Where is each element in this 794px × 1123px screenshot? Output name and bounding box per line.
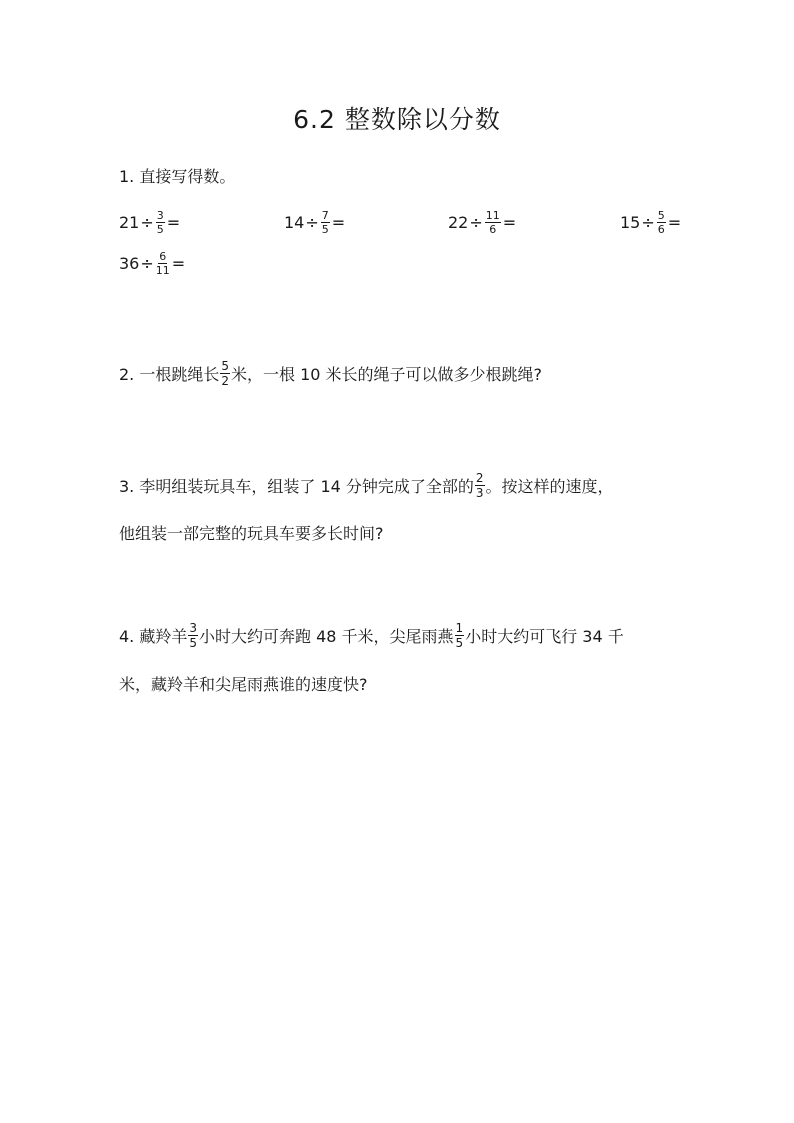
fraction-denominator: 5 [321, 223, 329, 236]
fraction-denominator: 2 [221, 374, 229, 388]
fraction [657, 210, 666, 235]
divide-sign: ÷ [305, 213, 319, 232]
fraction-denominator: 11 [155, 264, 170, 277]
fraction-numerator: 7 [321, 209, 329, 222]
fraction-denominator: 6 [657, 223, 665, 236]
fraction-numerator: 5 [221, 359, 229, 373]
q1-expr-3 [448, 210, 517, 235]
fraction-numerator: 3 [156, 209, 164, 222]
equals-sign: = [166, 213, 181, 232]
q1-expr-2 [284, 210, 346, 235]
q4-text-line1 [119, 622, 624, 649]
q1-heading: 1. 直接写得数。 [119, 167, 236, 186]
fraction [321, 210, 330, 235]
divide-sign: ÷ [469, 213, 483, 232]
fraction-numerator: 6 [159, 250, 167, 263]
equals-sign: = [331, 213, 346, 232]
expr-whole: 15 [620, 213, 641, 232]
q1-expr-1 [119, 210, 181, 235]
fraction [455, 622, 465, 649]
equals-sign: = [502, 213, 517, 232]
q4-text-line2: 米，藏羚羊和尖尾雨燕谁的速度快? [119, 675, 368, 694]
divide-sign: ÷ [140, 254, 154, 273]
fraction-numerator: 5 [657, 209, 665, 222]
expr-whole: 36 [119, 254, 140, 273]
fraction-denominator: 5 [455, 636, 464, 650]
fraction-numerator: 1 [455, 621, 464, 635]
fraction-numerator: 2 [475, 471, 484, 485]
expr-whole: 22 [448, 213, 469, 232]
fraction-denominator: 3 [475, 486, 484, 500]
q1-expr-4 [620, 210, 682, 235]
fraction-numerator: 3 [189, 621, 197, 635]
q4-middle: 小时大约可奔跑 48 千米，尖尾雨燕 [199, 627, 454, 646]
q3-prefix: 3. 李明组装玩具车，组装了 14 分钟完成了全部的 [119, 477, 474, 496]
fraction [475, 472, 485, 499]
fraction [188, 622, 198, 649]
fraction [485, 210, 501, 235]
fraction-denominator: 6 [489, 223, 497, 236]
q4-prefix: 4. 藏羚羊 [119, 627, 188, 646]
fraction-denominator: 5 [156, 223, 164, 236]
expr-whole: 14 [284, 213, 305, 232]
q4-suffix: 小时大约可飞行 34 千 [465, 627, 624, 646]
expr-whole: 21 [119, 213, 140, 232]
equals-sign: = [171, 254, 186, 273]
q2-prefix: 2. 一根跳绳长 [119, 365, 220, 384]
fraction [156, 251, 170, 276]
fraction-numerator: 11 [485, 209, 500, 222]
fraction [220, 360, 230, 387]
fraction [156, 210, 165, 235]
fraction-denominator: 5 [189, 636, 197, 650]
q3-text-line2: 他组装一部完整的玩具车要多长时间? [119, 524, 384, 543]
q1-expr-5 [119, 251, 186, 276]
page-title: 6.2 整数除以分数 [293, 105, 501, 134]
q2-text [119, 360, 542, 387]
divide-sign: ÷ [140, 213, 154, 232]
q3-text-line1 [119, 472, 614, 499]
equals-sign: = [667, 213, 682, 232]
q3-suffix: 。按这样的速度， [485, 477, 614, 496]
q2-suffix: 米，一根 10 米长的绳子可以做多少根跳绳? [231, 365, 543, 384]
divide-sign: ÷ [641, 213, 655, 232]
